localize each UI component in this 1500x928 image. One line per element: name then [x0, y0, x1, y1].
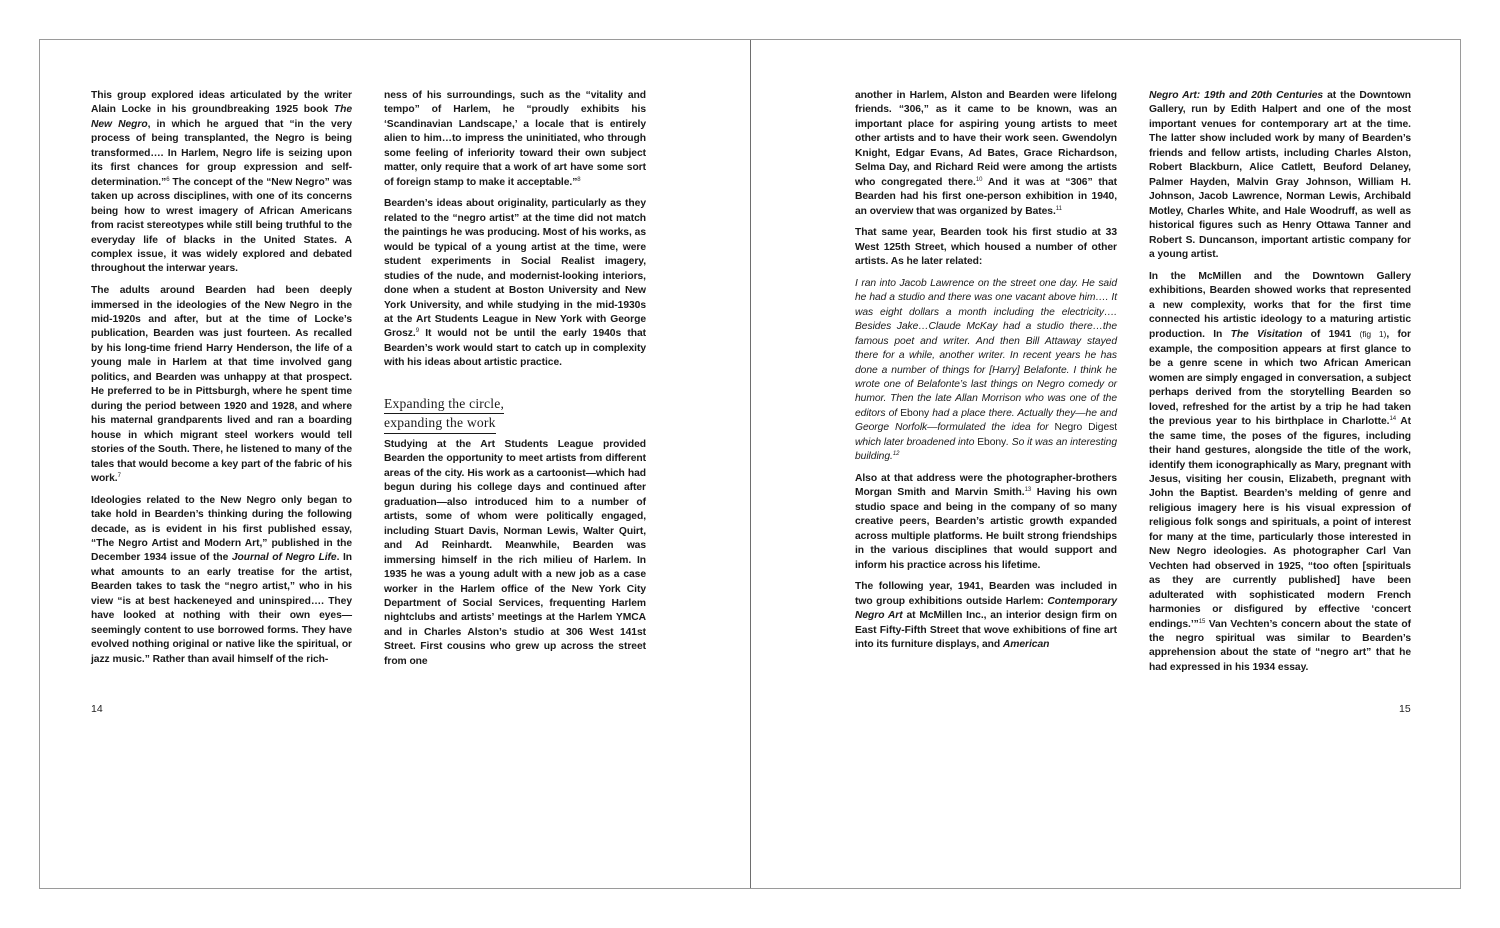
footnote-ref: 13 — [1024, 487, 1032, 494]
left-column-2 — [384, 89, 646, 676]
text: Also at that address were the photographer-brothers Morgan Smith and Marvin Smith. — [855, 472, 1117, 499]
paragraph — [1149, 270, 1411, 676]
text: And it was at “306” that Bearden had his first one-person exhibition in 1940, an overview that was organized by Bates. — [855, 176, 1117, 217]
right-page — [751, 40, 1461, 888]
text: The adults around Bearden had been deeply immersed in the ideologies of the New Negro in the mid-1920s and after, but at the time of Locke’s publication, Bearden was just fourteen. As recalled by his long-time friend Harry Henderson, the life of a young male in Harlem at that time involved gang politics, and Bearden was unhappy at that prospect. He preferred to be in Pittsburgh, where he spent time during the period between 1920 and 1928, and where his maternal grandparents lived and ran a boarding house in which migrant steel workers would tell stories of the South. There, he listened to many of the tales that would become a key part of the fabric of his work. — [91, 285, 352, 484]
artwork-title: The Visitation — [1230, 329, 1303, 341]
magazine-title: Ebony — [977, 436, 1007, 448]
book-spread — [39, 39, 1461, 889]
text: In the McMillen and the Downtown Gallery exhibitions, Bearden showed works that represented a new complexity, works that for the first time connected his artistic ideology to a maturing artistic production. In — [1149, 270, 1411, 341]
text: had a place there. Actually they—he and George Norfolk—formulated the idea for — [855, 407, 1117, 434]
exhibition-title: Contemporary Negro Art — [855, 595, 1117, 622]
paragraph — [91, 284, 352, 486]
paragraph — [855, 226, 1117, 269]
paragraph — [1149, 89, 1411, 262]
footnote-ref: 10 — [975, 176, 983, 183]
text: which later broadened into — [855, 436, 978, 448]
left-page — [40, 40, 750, 888]
text: That same year, Bearden took his first studio at 33 West 125th Street, which housed a number of other artists. As he later related: — [855, 227, 1117, 268]
paragraph — [855, 89, 1117, 219]
text: , for example, the composition appears at first glance to be a genre scene in which two African American women are simply engaged in conversation, a subject perhaps derived from the storytelling Bearden so loved, refreshed for the artist by a trip he had taken the previous year to his birthplace in Charlotte. — [1149, 329, 1411, 428]
text: of 1941 — [1302, 329, 1360, 341]
text: Studying at the Art Students League provided Bearden the opportunity to meet artists from different areas of the city. His work as a cartoonist—which had begun during his college days and continued after graduation—also introduced him to a number of artists, some of whom were politically engaged, including Stuart Davis, Norman Lewis, Walter Quirt, and Ad Reinhardt. Meanwhile, Bearden was immersing himself in the rich milieu of Harlem. In 1935 he was a young adult with a new job as a case worker in the Harlem office of the New York City Department of Social Services, frequenting Harlem nightclubs and artists’ meetings at the Harlem YMCA and in Charles Alston’s studio at 306 West 141st Street. First cousins who grew up across the street from one — [384, 438, 646, 667]
text: at McMillen Inc., an interior design firm on East Fifty-Fifth Street that wove exhibitions of fine art into its furniture displays, and — [855, 610, 1118, 651]
exhibition-title: American — [1002, 639, 1050, 651]
section-heading — [384, 395, 646, 434]
page-number: 15 — [1399, 703, 1411, 715]
text: , in which he argued that “in the very process of being transplanted, the Negro is being transformed…. In Harlem, Negro life is seizing upon its first chances for group expression and self-determination.” — [91, 118, 352, 188]
text: It would not be until the early 1940s that Bearden’s work would start to catch up in complexity with his ideas about artistic practice. — [384, 328, 646, 369]
paragraph — [91, 494, 352, 667]
journal-title: Journal of Negro Life — [231, 552, 337, 564]
footnote-ref: 11 — [1055, 205, 1062, 212]
magazine-title: Ebony — [900, 407, 930, 419]
text: Van Vechten’s concern about the state of the negro spiritual was similar to Bearden’s apprehension about the state of “negro art” that he had expressed in his 1934 essay. — [1149, 618, 1411, 673]
text: This group explored ideas articulated by the writer Alain Locke in his groundbreaking 1925 book — [91, 90, 352, 116]
right-column-1 — [855, 89, 1117, 660]
text: Having his own studio space and being in the company of so many creative peers, Bearden’s artistic growth expanded across multiple platforms. He built strong friendships in the various disciplines that would support and inform his practice across his lifetime. — [855, 487, 1118, 571]
paragraph — [384, 438, 646, 669]
footnote-ref: 8 — [577, 176, 581, 183]
paragraph — [855, 580, 1117, 652]
block-quote — [855, 277, 1117, 465]
figure-ref: (fig 1) — [1359, 329, 1387, 340]
footnote-ref: 6 — [166, 176, 170, 183]
text: At the same time, the poses of the figures, including their hand gestures, alongside the title of the work, identify them iconographically as Mary, pregnant with Jesus, visiting her cousin, Elizabeth, pregnant with John the Baptist. Bearden’s melding of genre and religious imagery here is his visual expression of religious folk songs and spirituals, a point of interest for many at the time, particularly those interested in New Negro ideologies. As photographer Carl Van Vechten had observed in 1925, “too often [spirituals as they are currently published] have been adulterated with sophisticated modern French harmonies or disfigured by effective ‘concert endings.’” — [1149, 416, 1411, 630]
text: ness of his surroundings, such as the “vitality and tempo” of Harlem, he “proudly exhibits his ‘Scandinavian Landscape,’ a locale that is entirely alien to him…to impress the uninitiated, who through some feeling of inferiority toward their own subject matter, only require that a work of art have some sort of foreign stamp to make it acceptable.” — [384, 90, 646, 188]
heading-line: Expanding the circle, — [384, 395, 504, 415]
text: . So it was an interesting building. — [855, 436, 1117, 463]
footnote-ref: 15 — [1198, 618, 1206, 625]
text: I ran into Jacob Lawrence on the street one day. He said he had a studio and there was one vacant above him…. It was eight dollars a month including the electricity…. Besides Jake…Claude McKay had a studio there…the famous poet and writer. And then Bill Attaway stayed there for a while, another writer. In recent years he has done a number of things for [Harry] Belafonte. I think he wrote one of Belafonte’s last things on Negro comedy or humor. Then the late Allan Morrison who was one of the editors of — [855, 277, 1117, 419]
heading-line: expanding the work — [384, 414, 496, 434]
text: . In what amounts to an early treatise for the artist, Bearden takes to task the “negro artist,” who in his view “is at best hackeneyed and uninspired…. They have looked at nothing with their own eyes—seemingly content to use borrowed forms. They have evolved nothing original or native like the spiritual, or jazz music.” Rather than avail himself of the rich- — [91, 552, 352, 665]
footnote-ref: 14 — [1389, 416, 1396, 423]
magazine-title: Negro Digest — [1054, 422, 1117, 434]
footnote-ref: 9 — [415, 328, 419, 335]
text: Ideologies related to the New Negro only began to take hold in Bearden’s thinking during the following decade, as is evident in his first published essay, “The Negro Artist and Modern Art,” published in the December 1934 issue of the — [91, 494, 352, 564]
text: The concept of the “New Negro” was taken up across disciplines, with one of its concerns being how to wrest imagery of African Americans from racist stereotypes while still being truthful to the everyday life of blacks in the United States. A complex issue, it was widely explored and debated throughout the interwar years. — [91, 176, 352, 275]
paragraph — [91, 89, 352, 277]
exhibition-title: Negro Art: 19th and 20th Centuries — [1149, 90, 1324, 101]
footnote-ref: 12 — [892, 451, 900, 458]
paragraph — [855, 472, 1117, 573]
paragraph — [384, 89, 646, 190]
paragraph — [384, 197, 646, 370]
left-column-1 — [91, 89, 352, 674]
page-number: 14 — [91, 703, 103, 715]
text: another in Harlem, Alston and Bearden were lifelong friends. “306,” as it came to be known, was an important place for aspiring young artists to meet other artists and to have their work seen. Gwendolyn Knight, Edgar Evans, Ad Bates, Grace Richardson, Selma Day, and Richard Reid were among the artists who congregated there. — [855, 90, 1117, 188]
footnote-ref: 7 — [117, 472, 121, 479]
text: at the Downtown Gallery, run by Edith Halpert and one of the most important venues for contemporary art at the time. The latter show included work by many of Bearden’s friends and fellow artists, including Charles Alston, Robert Blackburn, Alice Catlett, Beuford Delaney, Palmer Hayden, Malvin Gray Johnson, William H. Johnson, Jacob Lawrence, Norman Lewis, Archibald Motley, Charles White, and Hale Woodruff, as well as historical figures such as Henry Ottawa Tanner and Robert S. Duncanson, important artistic company for a young artist. — [1149, 90, 1411, 260]
text: The following year, 1941, Bearden was included in two group exhibitions outside Harlem: — [855, 581, 1117, 607]
text: Bearden’s ideas about originality, particularly as they related to the “negro artist” at the time did not match the paintings he was producing. Most of his works, as would be typical of a young artist at the time, were student experiments in Social Realist imagery, studies of the nude, and modernist-looking interiors, done when a student at Boston University and New York University, and while studying in the mid-1930s at the Art Students League in New York with George Grosz. — [384, 198, 646, 340]
book-title: The New Negro — [91, 104, 352, 130]
right-column-2 — [1149, 89, 1411, 683]
